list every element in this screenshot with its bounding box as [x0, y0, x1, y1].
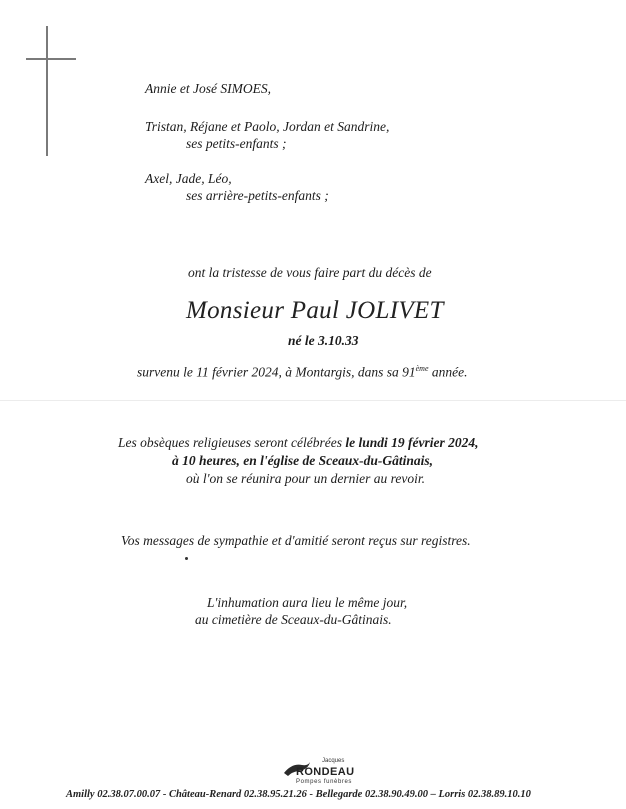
death-details [137, 364, 467, 381]
funeral-line-2: à 10 heures, en l'église de Sceaux-du-Gâtinais, [172, 453, 434, 468]
cross-icon-vertical [46, 26, 48, 156]
funeral-line-3: où l'on se réunira pour un dernier au revoir. [186, 471, 425, 486]
family-line-2: Tristan, Réjane et Paolo, Jordan et Sandrine, [145, 119, 390, 134]
messages-line: Vos messages de sympathie et d'amitié seront reçus sur registres. [121, 533, 471, 548]
death-text: survenu le 11 février 2024, à Montargis, dans sa 91 [137, 364, 416, 380]
death-suffix: année. [428, 364, 468, 380]
death-ordinal: ème [415, 364, 429, 373]
logo-small-text: Jacques [322, 758, 345, 764]
burial-line-1: L'inhumation aura lieu le même jour, [207, 595, 408, 610]
funeral-line-1-text: Les obsèques religieuses seront célébrées [118, 435, 346, 450]
fold-line [0, 400, 626, 401]
funeral-home-logo [278, 757, 368, 787]
family-line-5: ses arrière-petits-enfants ; [186, 188, 329, 203]
burial-line-2: au cimetière de Sceaux-du-Gâtinais. [195, 612, 392, 627]
family-line-3: ses petits-enfants ; [186, 136, 287, 151]
family-line-1: Annie et José SIMOES, [145, 81, 271, 96]
dot-mark [185, 557, 188, 560]
family-line-4: Axel, Jade, Léo, [145, 171, 232, 186]
funeral-line-1 [118, 435, 478, 451]
funeral-date: le lundi 19 février 2024, [345, 435, 479, 450]
birth-date: né le 3.10.33 [288, 333, 359, 348]
footer-contacts: Amilly 02.38.07.00.07 - Château-Renard 02.38.95.21.26 - Bellegarde 02.38.90.49.00 – Lorris 02.38.89.10.10 [66, 789, 531, 800]
logo-tagline: Pompes funèbres [296, 779, 353, 785]
announcement-intro: ont la tristesse de vous faire part du décès de [188, 265, 432, 280]
cross-icon-horizontal [26, 58, 76, 60]
logo-brand: RONDEAU [296, 766, 355, 778]
deceased-name: Monsieur Paul JOLIVET [186, 297, 444, 324]
